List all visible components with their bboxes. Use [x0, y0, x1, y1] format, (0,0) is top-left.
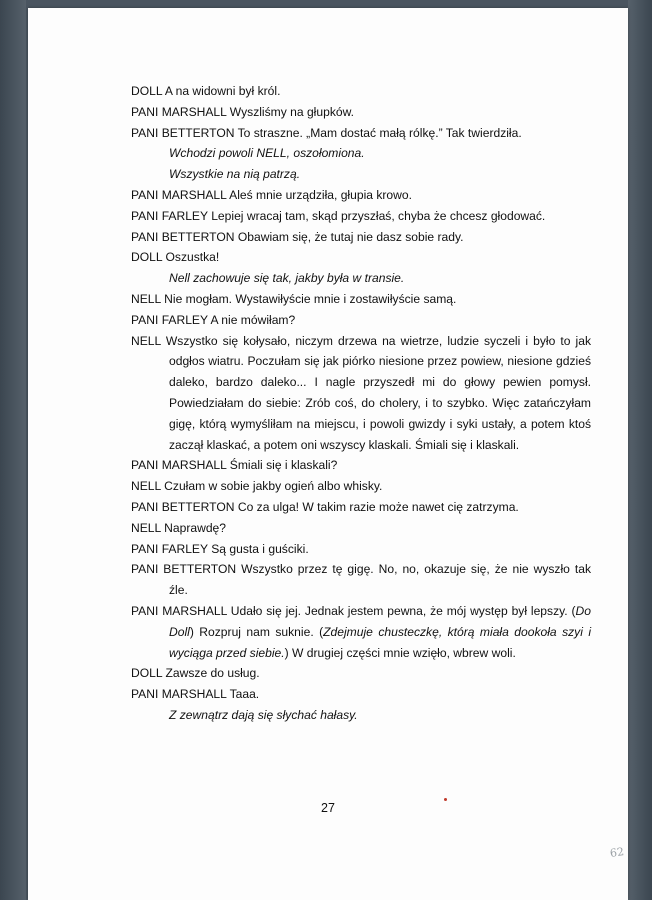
script-text — [131, 81, 591, 726]
ink-mark — [444, 798, 447, 801]
page-number: 27 — [321, 801, 335, 815]
scan-background-left — [0, 0, 26, 900]
dialogue-line: NELL Naprawdę? — [131, 520, 227, 535]
dialogue-line: NELL Czułam w sobie jakby ogień albo whisky. — [131, 479, 383, 494]
dialogue-line: PANI MARSHALL Taaa. — [131, 687, 260, 702]
dialogue-line: PANI MARSHALL Wyszliśmy na głupków. — [131, 104, 355, 119]
stage-direction: Z zewnątrz dają się słychać hałasy. — [169, 707, 358, 722]
dialogue-line: NELL Wszystko się kołysało, niczym drzewa na wietrze, ludzie syczeli i było to jak odgłos wiatru. Poczułam się jak piórko niesione przez powiew, niesione gdzieś daleko, bardzo daleko... I nagle przyszedł mi do głowy pewien pomysł. Powiedziałam do siebie: Zrób coś, do cholery, i to szybko. Więc zatańczyłam gigę, którą wymyśliłam na miejscu, i powoli gwizdy i syki ustały, a potem ktoś zaczął klaskać, a potem oni wszyscy klaskali. Śmiali się i klaskali. — [131, 333, 591, 452]
dialogue-line: PANI BETTERTON To straszne. „Mam dostać małą rólkę.” Tak twierdziła. — [131, 125, 522, 140]
dialogue-line: DOLL Oszustka! — [131, 250, 220, 265]
stage-direction: Nell zachowuje się tak, jakby była w transie. — [169, 271, 405, 286]
stage-direction: Wszystkie na nią patrzą. — [169, 167, 301, 182]
inline-stage-direction: Zdejmuje chusteczkę, którą miała dookoła szyi i wyciąga przed siebie. — [169, 624, 592, 660]
dialogue-line: NELL Nie mogłam. Wystawiłyście mnie i zostawiłyście samą. — [131, 291, 457, 306]
dialogue-line: PANI MARSHALL Śmiali się i klaskali? — [131, 458, 338, 473]
handwritten-note: 62 — [609, 845, 625, 860]
dialogue-line: PANI BETTERTON Obawiam się, że tutaj nie dasz sobie rady. — [131, 229, 464, 244]
dialogue-line: PANI FARLEY A nie mówiłam? — [131, 312, 296, 327]
dialogue-line — [131, 601, 591, 663]
dialogue-text: ) W drugiej części mnie wzięło, wbrew woli. — [284, 645, 516, 660]
dialogue-line: PANI BETTERTON Wszystko przez tę gigę. No, no, okazuje się, że nie wyszło tak źle. — [131, 562, 591, 598]
stage-direction: Wchodzi powoli NELL, oszołomiona. — [169, 146, 365, 161]
dialogue-line: PANI BETTERTON Co za ulga! W takim razie może nawet cię zatrzyma. — [131, 499, 519, 514]
dialogue-line: PANI FARLEY Są gusta i guściki. — [131, 541, 309, 556]
dialogue-text: ) Rozpruj nam suknie. ( — [189, 624, 324, 639]
dialogue-line: DOLL A na widowni był król. — [131, 84, 281, 98]
scan-background-right — [628, 0, 652, 900]
dialogue-line: PANI MARSHALL Aleś mnie urządziła, głupia krowo. — [131, 187, 412, 202]
dialogue-line: DOLL Zawsze do usług. — [131, 666, 260, 681]
inline-stage-direction: Do Doll — [169, 603, 591, 639]
dialogue-text: PANI MARSHALL Udało się jej. Jednak jestem pewna, że mój występ był lepszy. ( — [131, 603, 576, 618]
document-page — [28, 8, 628, 900]
dialogue-line: PANI FARLEY Lepiej wracaj tam, skąd przyszłaś, chyba że chcesz głodować. — [131, 208, 546, 223]
